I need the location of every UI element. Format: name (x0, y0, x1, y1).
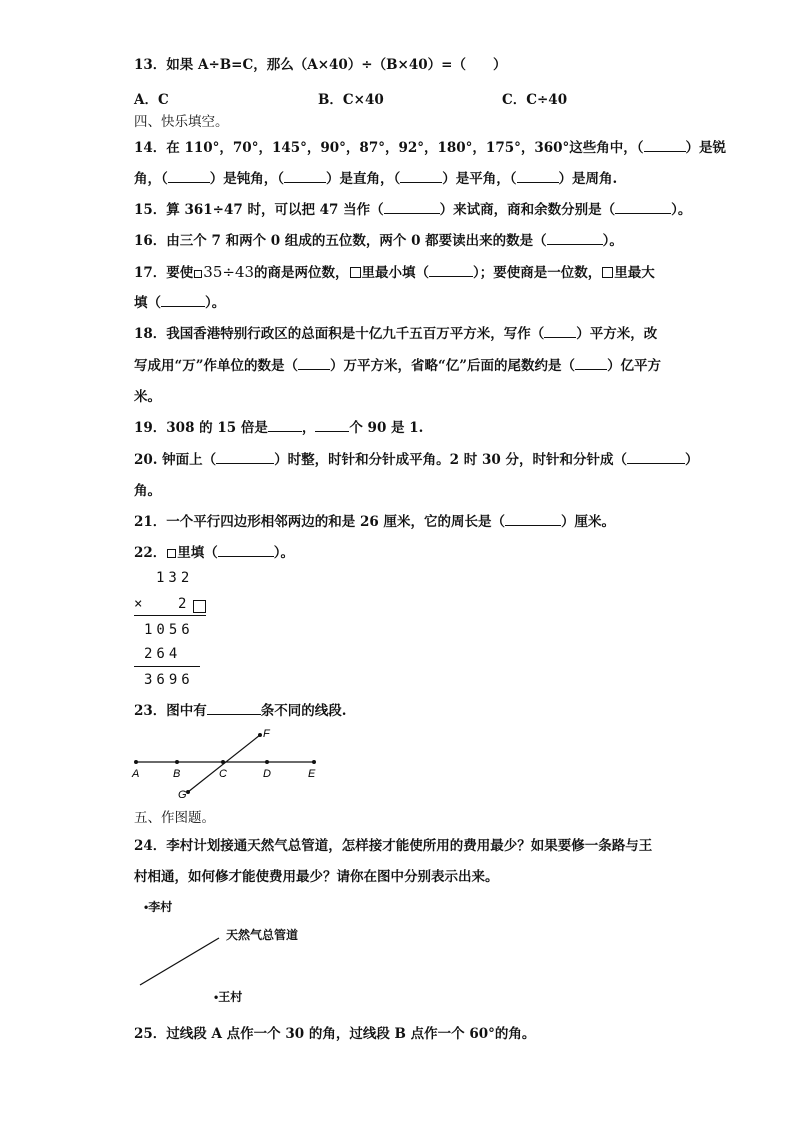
q23-line (134, 702, 347, 720)
q19-line (134, 419, 423, 437)
q13-option-b: B．C×40 (318, 92, 384, 108)
q15-blank-1[interactable] (384, 201, 440, 214)
pipeline-line-svg (134, 898, 334, 1008)
q16-blank[interactable] (547, 232, 603, 245)
label-a: A (132, 768, 140, 780)
q14-text-7: ）是周角. (558, 171, 618, 187)
q20-text-1: 20. 钟面上（ (134, 452, 217, 468)
q18-text-2: ）平方米，改 (576, 326, 658, 342)
mult-rule-2 (134, 666, 200, 667)
point-f (258, 733, 262, 737)
label-f: F (263, 728, 270, 740)
q16-text-1: 16．由三个 7 和两个 0 组成的五位数，两个 0 都要读出来的数是（ (134, 233, 547, 249)
q14-blank-5[interactable] (517, 170, 559, 183)
multiplication-vertical (134, 570, 214, 696)
q17-text-2: 的商是两位数， (254, 265, 349, 281)
q24-line-1: 24．李村计划接通天然气总管道，怎样接才能使所用的费用最少？如果要修一条路与王 (134, 838, 653, 854)
q17-blank-1[interactable] (429, 264, 473, 277)
q21-blank[interactable] (505, 513, 561, 526)
q13-option-a: A．C (134, 92, 169, 108)
q14-text-1: 14．在 110°，70°，145°，90°，87°，92°，180°，175°，360°这些角中，（ (134, 140, 644, 156)
q18-blank-1[interactable] (544, 325, 576, 338)
q14-blank-2[interactable] (168, 170, 210, 183)
pipeline-map (134, 898, 334, 1008)
q21-line (134, 513, 615, 531)
q25-text: 25．过线段 A 点作一个 30 的角，过线段 B 点作一个 60°的角。 (134, 1026, 536, 1042)
mult-row-1: 132 (156, 570, 194, 586)
q16-line (134, 232, 623, 250)
q14-text-2: ）是锐 (685, 140, 727, 156)
q17-text-4: ）；要使商是一位数， (473, 265, 602, 281)
q23-blank[interactable] (207, 702, 261, 715)
q19-text-3: 个 90 是 1. (349, 420, 424, 436)
q19-text-1: 19．308 的 15 倍是 (134, 420, 268, 436)
q22-square-icon (167, 549, 176, 558)
li-village-label: •李村 (144, 900, 173, 914)
q17-square-icon (194, 270, 202, 278)
q17-text-6: 填（ (134, 295, 161, 311)
q22-line (134, 544, 294, 562)
q18-line-1 (134, 325, 657, 343)
q20-text-2: ）时整，时针和分针成平角。2 时 30 分，时针和分针成（ (274, 452, 627, 468)
mult-square-icon (193, 600, 206, 613)
q23-text-2: 条不同的线段. (260, 703, 347, 719)
q18-text-1: 18．我国香港特别行政区的总面积是十亿九千五百万平方米，写作（ (134, 326, 545, 342)
label-b: B (173, 768, 181, 780)
q15-text-2: ）来试商，商和余数分别是（ (439, 202, 616, 218)
q18-text-5: ）亿平方 (607, 358, 662, 374)
point-a (134, 760, 138, 764)
q22-blank[interactable] (218, 544, 274, 557)
point-e (312, 760, 316, 764)
q14-text-6: ）是平角，（ (442, 171, 517, 187)
q22-text-3: ）。 (273, 545, 295, 561)
point-b (175, 760, 179, 764)
q18-text-4: ）万平方米，省略“亿”后面的尾数约是（ (330, 358, 576, 374)
q18-line-3: 米。 (134, 389, 161, 405)
q14-text-4: ）是钝角，（ (209, 171, 284, 187)
q24-line-2: 村相通，如何修才能使费用最少？请你在图中分别表示出来。 (134, 869, 499, 885)
segments-figure (128, 726, 328, 802)
q15-text-3: ）。 (671, 202, 692, 218)
q14-text-3: 角，（ (134, 171, 168, 187)
q14-blank-3[interactable] (284, 170, 326, 183)
pipeline-label: 天然气总管道 (226, 928, 299, 942)
q17-text-3: 里最小填（ (361, 265, 430, 281)
mult-row-4: 264 (144, 646, 182, 662)
q14-line-1 (134, 139, 726, 157)
q20-line-1 (134, 451, 698, 469)
label-c: C (219, 768, 227, 780)
q18-line-2 (134, 357, 661, 375)
q19-blank-1[interactable] (268, 419, 302, 432)
point-g (186, 790, 190, 794)
section-4-heading: 四、快乐填空。 (134, 114, 229, 130)
q14-line-2 (134, 170, 617, 188)
q20-blank-2[interactable] (627, 451, 685, 464)
q17-line-2 (134, 294, 225, 312)
q15-line (134, 201, 691, 219)
q21-text-2: ）厘米。 (560, 514, 615, 530)
mult-row-2: 2 (178, 596, 191, 612)
q17-line-1 (134, 263, 655, 282)
wang-village-label: •王村 (214, 990, 243, 1004)
label-e: E (308, 768, 316, 780)
q21-text-1: 21．一个平行四边形相邻两边的和是 26 厘米，它的周长是（ (134, 514, 505, 530)
q17-text-1: 17．要使 (134, 265, 194, 281)
mult-sign: × (134, 596, 147, 612)
q20-line-2: 角。 (134, 483, 161, 499)
q20-blank-1[interactable] (216, 451, 274, 464)
mult-rule-1 (134, 615, 206, 616)
mult-row-3: 1056 (144, 622, 194, 638)
q15-text-1: 15．算 361÷47 时，可以把 47 当作（ (134, 202, 384, 218)
q17-expression: 35÷43 (203, 263, 255, 281)
q15-blank-2[interactable] (615, 201, 671, 214)
q14-blank-4[interactable] (400, 170, 442, 183)
mult-row-5: 3696 (144, 672, 194, 688)
label-g: G (178, 789, 187, 801)
label-d: D (263, 768, 271, 780)
q17-text-7: ）。 (205, 295, 226, 311)
q22-text-2: 里填（ (177, 545, 218, 561)
pipeline-line (140, 938, 219, 985)
q19-blank-2[interactable] (315, 419, 349, 432)
section-5-heading: 五、作图题。 (134, 810, 215, 826)
q18-blank-2[interactable] (298, 357, 330, 370)
q18-blank-3[interactable] (575, 357, 607, 370)
q14-blank-1[interactable] (644, 139, 686, 152)
q17-blank-2[interactable] (161, 294, 205, 307)
q19-text-2: ， (301, 420, 316, 436)
q14-text-5: ）是直角，（ (326, 171, 401, 187)
point-d (265, 760, 269, 764)
q17-text-5: 里最大 (614, 265, 655, 281)
q13-text: 13．如果 A÷B=C，那么（A×40）÷（B×40）=（ ） (134, 57, 507, 73)
q20-text-3: ） (684, 452, 699, 468)
q17-square-icon-2 (350, 267, 361, 278)
q18-text-3: 写成用“万”作单位的数是（ (134, 358, 299, 374)
q16-text-2: ）。 (602, 233, 623, 249)
q23-text-1: 23．图中有 (134, 703, 207, 719)
q17-square-icon-3 (602, 267, 613, 278)
q22-text-1: 22． (134, 545, 167, 561)
point-c (221, 760, 225, 764)
q13-option-c: C．C÷40 (502, 92, 568, 108)
